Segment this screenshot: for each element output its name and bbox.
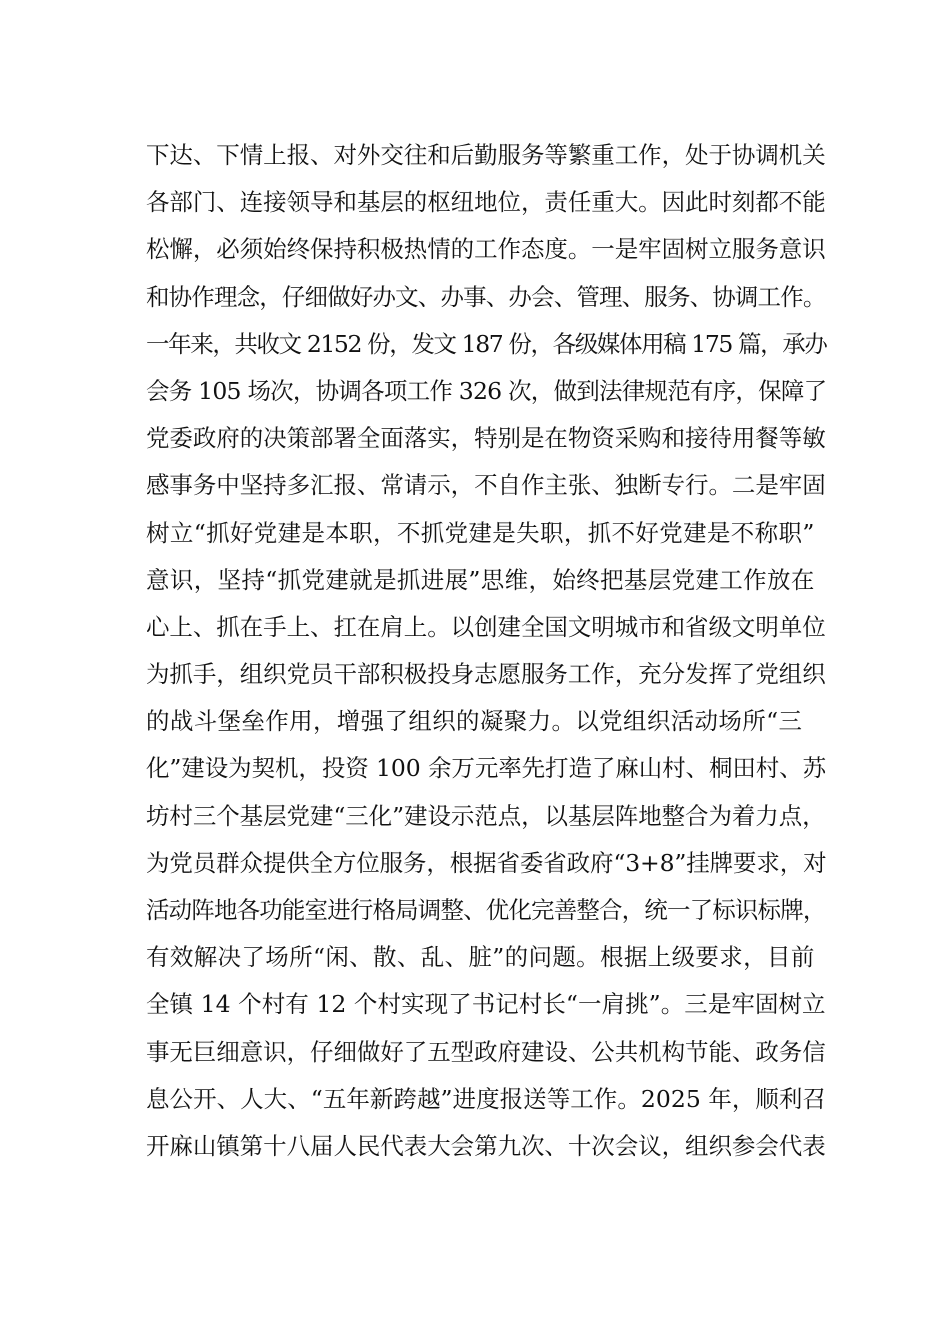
text-line: 一年来，共收文 2152 份，发文 187 份，各级媒体用稿 175 篇，承办 [146, 329, 827, 358]
text-line: 下达、下情上报、对外交往和后勤服务等繁重工作，处于协调机关 [146, 141, 826, 169]
text-line: 心上、抓在手上、扛在肩上。以创建全国文明城市和省级文明单位 [146, 612, 826, 641]
text-line: 息公开、人大、“五年新跨越”进度报送等工作。2025 年，顺利召 [146, 1084, 827, 1113]
text-line: 和协作理念，仔细做好办文、办事、办会、管理、服务、协调工作。 [146, 282, 826, 311]
text-line: 树立“抓好党建是本职，不抓党建是失职，抓不好党建是不称职” [146, 518, 815, 547]
text-line: 会务 105 场次，协调各项工作 326 次，做到法律规范有序，保障了 [146, 376, 827, 405]
text-line: 各部门、连接领导和基层的枢纽地位，责任重大。因此时刻都不能 [146, 188, 826, 217]
body-text [146, 132, 826, 1170]
text-line: 松懈，必须始终保持积极热情的工作态度。一是牢固树立服务意识 [146, 235, 826, 264]
text-line: 事无巨细意识，仔细做好了五型政府建设、公共机构节能、政务信 [146, 1037, 826, 1066]
text-line: 意识，坚持“抓党建就是抓进展”思维，始终把基层党建工作放在 [146, 565, 815, 594]
text-line: 为党员群众提供全方位服务，根据省委省政府“3+8”挂牌要求，对 [146, 848, 827, 877]
text-line: 全镇 14 个村有 12 个村实现了书记村长“一肩挑”。三是牢固树立 [146, 990, 826, 1019]
text-line: 党委政府的决策部署全面落实，特别是在物资采购和接待用餐等敏 [146, 424, 826, 453]
text-line: 为抓手，组织党员干部积极投身志愿服务工作，充分发挥了党组织 [146, 660, 826, 689]
text-line: 坊村三个基层党建“三化”建设示范点，以基层阵地整合为着力点， [146, 801, 826, 830]
text-line: 化”建设为契机，投资 100 余万元率先打造了麻山村、桐田村、苏 [146, 754, 827, 783]
text-line: 活动阵地各功能室进行格局调整、优化完善整合，统一了标识标牌， [146, 896, 826, 924]
text-line: 开麻山镇第十八届人民代表大会第九次、十次会议，组织参会代表 [146, 1131, 826, 1160]
text-line: 感事务中坚持多汇报、常请示，不自作主张、独断专行。二是牢固 [146, 471, 826, 500]
text-line: 的战斗堡垒作用，增强了组织的凝聚力。以党组织活动场所“三 [146, 707, 803, 736]
text-line: 有效解决了场所“闲、散、乱、脏”的问题。根据上级要求，目前 [146, 943, 815, 972]
